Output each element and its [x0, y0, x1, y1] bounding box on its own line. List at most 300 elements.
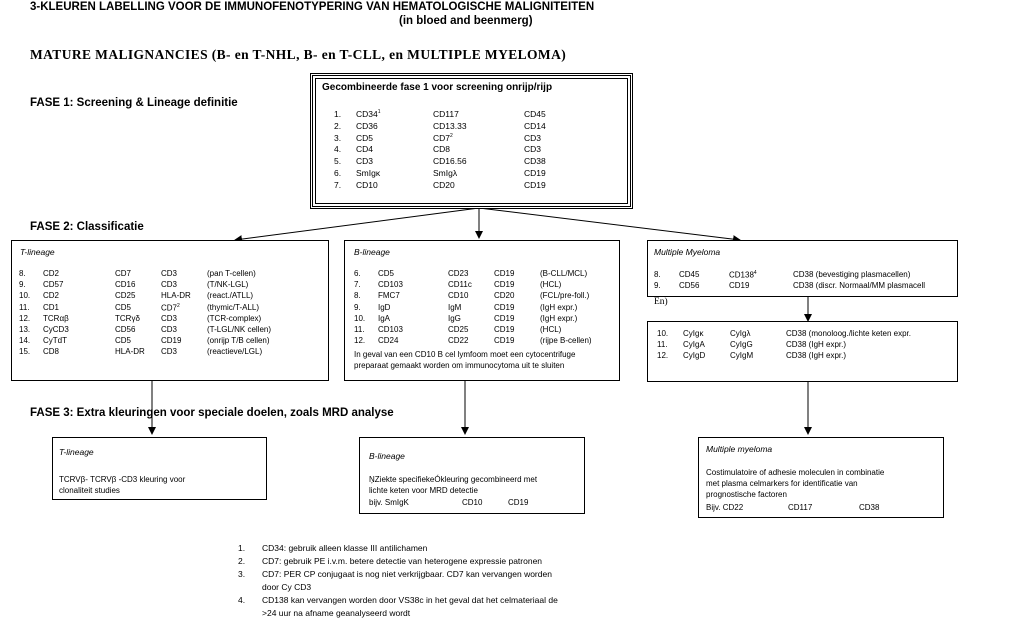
t-lineage-row-b-text: CD25: [115, 291, 136, 301]
mm-row-b-b-text: CyIgG: [730, 340, 753, 350]
t-lineage-row-n: [19, 347, 30, 356]
b-lineage-row-b: [448, 325, 468, 334]
footnote-item: [238, 568, 698, 581]
fase1-row-n: [334, 168, 341, 178]
mm-row-b-a: [683, 329, 703, 338]
mm-row-a: [654, 270, 954, 281]
t-lineage-row-d-text: (reactieve/LGL): [207, 347, 263, 357]
fase3-t-lineage-box: [52, 437, 267, 500]
fase1-row: [334, 168, 624, 180]
fase1-row: [334, 121, 624, 133]
fase1-row-b-text: CD13.33: [433, 120, 467, 131]
b-lineage-row-a-text: FMC7: [378, 291, 400, 301]
fase1-row-a-text: CD36: [356, 120, 378, 131]
fase3-label: FASE 3: Extra kleuringen voor speciale doelen, zoals MRD analyse: [30, 407, 394, 419]
mm-row-a-b: [729, 270, 757, 280]
b-lineage-row-c: [494, 336, 514, 345]
b-lineage-row-d: [540, 336, 592, 345]
mm-row-a-n-text: 8.: [654, 270, 661, 279]
t-lineage-row-d: [207, 325, 271, 334]
b-lineage-row-c-text: CD19: [494, 302, 515, 312]
t-lineage-row: [19, 347, 324, 358]
t-lineage-row: [19, 303, 324, 314]
fase2-mm-box-a: [647, 240, 958, 297]
t-lineage-row-c: [161, 291, 191, 300]
footnote-text: CD7: PER CP conjugaat is nog niet verkrijgbaar. CD7 kan vervangen worden: [262, 569, 552, 579]
fase2-b-note-1: In geval van een CD10 B cel lymfoom moet een cytocentrifuge: [354, 350, 576, 359]
b-lineage-row-a-text: CD5: [378, 269, 395, 278]
footnote-text: CD34: gebruik alleen klasse III antilichamen: [262, 543, 428, 553]
t-lineage-row-a: [43, 291, 59, 300]
t-lineage-row-c: [161, 303, 180, 313]
fase2-mm-rows-a: [654, 270, 954, 292]
fase2-mm-box-b: [647, 321, 958, 382]
b-lineage-row-b: [448, 303, 461, 312]
b-lineage-row-a-text: IgA: [378, 313, 391, 323]
fase1-row-n-text: 2.: [334, 120, 342, 131]
b-lineage-row-d-text: (FCL/pre-foll.): [540, 291, 590, 301]
t-lineage-row-c-text: CD3: [161, 324, 178, 334]
arrow-fase1-to-t: [235, 208, 479, 240]
t-lineage-row-b: [115, 280, 135, 289]
b-lineage-row-a-text: IgD: [378, 302, 391, 312]
fase1-row-c-text: CD14: [524, 120, 546, 131]
t-lineage-row: [19, 336, 324, 347]
fase1-row-b: [433, 121, 467, 131]
fase1-row-n: [334, 133, 341, 143]
t-lineage-row-n: [19, 280, 26, 289]
t-lineage-row-b-text: CD5: [115, 336, 132, 346]
fase1-row-n-text: 4.: [334, 144, 342, 155]
fase1-row: [334, 144, 624, 156]
footnote-item: [238, 594, 698, 607]
t-lineage-row-d: [207, 347, 262, 356]
fase1-row-a-text: CD4: [356, 144, 374, 155]
fase3-mm-line-1: Costimulatoire of adhesie moleculen in combinatie: [706, 468, 885, 477]
t-lineage-row-c-text: CD3: [161, 280, 178, 290]
t-lineage-row-c-text: CD3: [161, 313, 178, 323]
b-lineage-row-n: [354, 291, 361, 300]
fase1-row-b: [433, 156, 467, 166]
b-lineage-row-n-text: 9.: [354, 302, 361, 312]
t-lineage-row-a: [43, 336, 67, 345]
t-lineage-row-c: [161, 347, 177, 356]
fase1-row-c: [524, 109, 546, 119]
mm-row-b-b: [730, 329, 750, 338]
b-lineage-row-b-text: CD23: [448, 269, 469, 278]
t-lineage-row-n: [19, 303, 30, 312]
t-lineage-row-a-text: TCRαβ: [43, 313, 69, 323]
fase1-row-a-footnote-ref: 1: [377, 109, 381, 116]
t-lineage-row-a-text: CD2: [43, 269, 60, 278]
t-lineage-row-b: [115, 336, 131, 345]
document-title: 3-KLEUREN LABELLING VOOR DE IMMUNOFENOTYPERING VAN HEMATOLOGISCHE MALIGNITEITEN: [30, 1, 595, 13]
mm-row-a-a-text: CD56: [679, 281, 700, 291]
b-lineage-row-n: [354, 336, 365, 345]
b-lineage-row-n-text: 10.: [354, 313, 366, 323]
t-lineage-row-d: [207, 291, 253, 300]
fase2-mm-title: Multiple Myeloma: [654, 247, 721, 257]
fase3-mm-line-4c: CD38: [859, 503, 880, 512]
b-lineage-row-a-text: CD24: [378, 336, 399, 346]
fase2-mm-rows-b: [657, 329, 955, 363]
fase3-t-line-1: TCRVβ- TCRVβ -CD3 kleuring voor: [59, 475, 186, 484]
document-title-sub: (in bloed and beenmerg): [399, 15, 533, 27]
mm-row-a: [654, 281, 954, 292]
fase3-b-line-1: ŅZiekte specifiekeÓkleuring gecombineerd met: [369, 475, 538, 484]
fase3-b-line-3a: bijv. SmIgK: [369, 498, 409, 507]
t-lineage-row: [19, 325, 324, 336]
t-lineage-row-n-text: 11.: [19, 302, 30, 312]
fase1-row-n-text: 5.: [334, 156, 342, 167]
b-lineage-row: [354, 280, 616, 291]
t-lineage-row-a: [43, 347, 59, 356]
t-lineage-row-d: [207, 314, 261, 323]
t-lineage-row-d-text: (T-LGL/NK cellen): [207, 324, 272, 334]
t-lineage-row-d: [207, 303, 259, 312]
t-lineage-row-b-text: CD5: [115, 302, 132, 312]
t-lineage-row-n-text: 12.: [19, 313, 31, 323]
fase1-row-c-text: CD19: [524, 167, 546, 178]
t-lineage-row-a-text: CD8: [43, 347, 60, 357]
b-lineage-row-d-text: (IgH expr.): [540, 302, 578, 312]
t-lineage-row-b-text: TCRγδ: [115, 313, 140, 323]
t-lineage-row-a: [43, 269, 59, 278]
fase1-row-a: [356, 109, 381, 119]
t-lineage-row-c-text: CD3: [161, 269, 178, 278]
t-lineage-row-a: [43, 303, 59, 312]
b-lineage-row-n-text: 7.: [354, 280, 361, 290]
b-lineage-row-b-text: IgG: [448, 313, 461, 323]
fase3-mm-box: [698, 437, 944, 518]
mm-row-b: [657, 340, 955, 351]
footnote-number: 4.: [238, 595, 246, 605]
footnote-text: CD7: gebruik PE i.v.m. betere detectie van heterogene expressie patronen: [262, 556, 543, 566]
t-lineage-row-n-text: 10.: [19, 291, 31, 301]
fase1-row-b: [433, 109, 459, 119]
mm-row-b: [657, 351, 955, 362]
t-lineage-row-b: [115, 347, 145, 356]
mm-row-b-a: [683, 351, 705, 360]
t-lineage-row-d: [207, 280, 248, 289]
fase2-mm-overflow-text: En): [654, 297, 668, 307]
b-lineage-row-d-text: (IgH expr.): [540, 313, 578, 323]
t-lineage-row-a: [43, 314, 69, 323]
fase1-row-n-text: 3.: [334, 132, 342, 143]
t-lineage-row-a: [43, 325, 69, 334]
b-lineage-row-b-text: IgM: [448, 302, 462, 312]
mm-row-b-c: [786, 351, 846, 360]
b-lineage-row-b-text: CD25: [448, 324, 469, 334]
mm-row-a-n-text: 9.: [654, 281, 661, 291]
b-lineage-row: [354, 325, 616, 336]
t-lineage-row-b-text: CD56: [115, 324, 136, 334]
b-lineage-row-c: [494, 314, 514, 323]
t-lineage-row-n: [19, 314, 30, 323]
b-lineage-row-n: [354, 314, 365, 323]
fase1-label: FASE 1: Screening & Lineage definitie: [30, 97, 238, 109]
t-lineage-row-a-text: CD57: [43, 280, 64, 290]
fase3-t-line-2: clonaliteit studies: [59, 486, 120, 495]
t-lineage-row-a-text: CD2: [43, 291, 60, 301]
t-lineage-row-n-text: 8.: [19, 269, 26, 278]
b-lineage-row-d: [540, 314, 577, 323]
fase3-b-lineage-title: B-lineage: [369, 451, 405, 461]
t-lineage-row-d: [207, 269, 256, 278]
b-lineage-row-b: [448, 280, 472, 289]
b-lineage-row-a: [378, 280, 403, 289]
b-lineage-row-c-text: CD19: [494, 269, 515, 278]
t-lineage-row-c: [161, 280, 177, 289]
mm-row-a-a-text: CD45: [679, 270, 700, 279]
t-lineage-row-c-text: CD3: [161, 347, 178, 357]
t-lineage-row-a: [43, 280, 63, 289]
fase1-row-b: [433, 180, 455, 190]
mm-row-a-c-text: CD38 (bevestiging plasmacellen): [793, 270, 911, 279]
b-lineage-row: [354, 336, 616, 347]
t-lineage-row-c-text: CD7: [161, 303, 178, 313]
fase1-row-c: [524, 121, 546, 131]
footnote-number: 3.: [238, 569, 246, 579]
fase1-row-c: [524, 180, 546, 190]
fase2-b-rows: [354, 269, 616, 347]
b-lineage-row-a: [378, 325, 403, 334]
b-lineage-row-c: [494, 291, 514, 300]
b-lineage-row-c-text: CD19: [494, 336, 515, 346]
b-lineage-row-d: [540, 280, 561, 289]
mm-row-a-b-footnote-ref: 4: [753, 270, 757, 276]
mm-row-a-n: [654, 270, 661, 279]
t-lineage-row-d-text: (react./ATLL): [207, 291, 254, 301]
fase1-row-a-text: SmIgκ: [356, 167, 381, 178]
b-lineage-row-d-text: (HCL): [540, 324, 562, 334]
fase1-row: [334, 109, 624, 121]
t-lineage-row-a-text: CD1: [43, 302, 60, 312]
mm-row-a-b-text: CD19: [729, 281, 750, 291]
b-lineage-row-b-text: CD10: [448, 291, 469, 301]
mm-row-a-n: [654, 281, 661, 290]
fase1-row: [334, 133, 624, 145]
mm-row-b-n-text: 11.: [657, 340, 668, 350]
t-lineage-row-d-text: (T/NK-LGL): [207, 280, 249, 290]
footnote-item: [238, 581, 698, 594]
fase3-mm-line-3: prognostische factoren: [706, 490, 787, 499]
fase1-row-a: [356, 144, 373, 154]
b-lineage-row-d: [540, 269, 587, 278]
fase1-row-n-text: 6.: [334, 167, 342, 178]
b-lineage-row-n-text: 6.: [354, 269, 361, 278]
fase1-row: [334, 156, 624, 168]
section-subtitle: MATURE MALIGNANCIES (B- en T-NHL, B- en T-CLL, en MULTIPLE MYELOMA): [30, 47, 567, 62]
t-lineage-row-c: [161, 325, 177, 334]
t-lineage-row-a-text: CyCD3: [43, 324, 69, 334]
fase1-row-c: [524, 144, 541, 154]
fase1-row-b: [433, 168, 457, 178]
b-lineage-row-b-text: CD11c: [448, 280, 472, 290]
fase1-row-n: [334, 180, 341, 190]
mm-row-b-c: [786, 329, 911, 338]
fase1-row-n: [334, 109, 341, 119]
b-lineage-row-a: [378, 336, 398, 345]
mm-row-b-a: [683, 340, 705, 349]
b-lineage-row-b-text: CD22: [448, 336, 469, 346]
b-lineage-row-c: [494, 280, 514, 289]
b-lineage-row-d: [540, 303, 577, 312]
mm-row-b-b-text: CyIgλ: [730, 329, 751, 338]
mm-row-b-c-text: CD38 (monoloog./lichte keten expr.: [786, 329, 911, 338]
b-lineage-row: [354, 314, 616, 325]
mm-row-b-b-text: CyIgM: [730, 351, 754, 361]
fase2-t-lineage-title: T-lineage: [20, 247, 55, 257]
fase3-b-line-3b: CD10: [462, 498, 483, 507]
t-lineage-row-n-text: 15.: [19, 347, 31, 357]
t-lineage-row-d-text: (pan T-cellen): [207, 269, 256, 278]
t-lineage-row: [19, 280, 324, 291]
mm-row-a-c-text: CD38 (discr. Normaal/MM plasmacell: [793, 281, 926, 291]
mm-row-b-b: [730, 351, 753, 360]
fase1-row-a: [356, 180, 378, 190]
mm-row-b-c-text: CD38 (IgH expr.): [786, 340, 847, 350]
t-lineage-row-n: [19, 291, 30, 300]
footnote-item: [238, 542, 698, 555]
mm-row-b-a-text: CyIgA: [683, 340, 705, 350]
t-lineage-row-a-text: CyTdT: [43, 336, 67, 346]
t-lineage-row-c-footnote-ref: 2: [177, 302, 180, 309]
t-lineage-row: [19, 269, 324, 280]
t-lineage-row-c-text: HLA-DR: [161, 291, 191, 301]
t-lineage-row-c: [161, 336, 181, 345]
footnote-item: [238, 555, 698, 568]
fase1-row-n: [334, 156, 341, 166]
b-lineage-row-d: [540, 291, 589, 300]
fase2-b-note-2: preparaat gemaakt worden om immunocytoma uit te sluiten: [354, 361, 565, 370]
fase1-row-a-text: CD5: [356, 132, 374, 143]
t-lineage-row-b: [115, 314, 140, 323]
t-lineage-row-n: [19, 269, 26, 278]
mm-row-b-a-text: CyIgκ: [683, 329, 704, 338]
fase3-b-line-3c: CD19: [508, 498, 529, 507]
t-lineage-row-b: [115, 291, 135, 300]
fase3-mm-line-2: met plasma celmarkers for identificatie van: [706, 479, 858, 488]
b-lineage-row-c-text: CD19: [494, 280, 515, 290]
fase1-row-b-text: CD16.56: [433, 156, 467, 167]
b-lineage-row-a-text: CD103: [378, 280, 403, 290]
b-lineage-row-a-text: CD103: [378, 324, 403, 334]
t-lineage-row-n: [19, 336, 30, 345]
mm-row-a-b: [729, 281, 749, 290]
fase3-mm-line-4a: Bijv. CD22: [706, 503, 744, 512]
b-lineage-row: [354, 303, 616, 314]
t-lineage-row-d-text: (TCR-complex): [207, 313, 262, 323]
mm-row-b-n: [657, 351, 668, 360]
b-lineage-row-a: [378, 291, 400, 300]
fase1-rows: [334, 109, 624, 192]
t-lineage-row-b: [115, 325, 135, 334]
footnote-text: >24 uur na afname geanalyseerd wordt: [262, 608, 411, 618]
mm-row-b-n-text: 12.: [657, 351, 669, 361]
fase1-row-a: [356, 156, 373, 166]
fase1-row-c: [524, 168, 546, 178]
b-lineage-row: [354, 291, 616, 302]
fase3-b-line-2: lichte keten voor MRD detectie: [369, 486, 478, 495]
b-lineage-row-b: [448, 336, 468, 345]
fase2-label: FASE 2: Classificatie: [30, 221, 144, 233]
fase3-mm-line-4b: CD117: [788, 503, 813, 512]
b-lineage-row-a: [378, 314, 390, 323]
fase2-b-lineage-box: [344, 240, 620, 381]
t-lineage-row-b: [115, 269, 131, 278]
fase1-row: [334, 180, 624, 192]
b-lineage-row-n-text: 12.: [354, 336, 366, 346]
footnotes: [238, 542, 698, 620]
t-lineage-row-c-text: CD19: [161, 336, 182, 346]
fase1-row-c-text: CD3: [524, 132, 542, 143]
b-lineage-row-d-text: (B-CLL/MCL): [540, 269, 588, 278]
fase1-row-b-text: SmIgλ: [433, 167, 458, 178]
footnote-text: door Cy CD3: [262, 582, 312, 592]
footnote-number: 2.: [238, 556, 246, 566]
fase3-mm-title: Multiple myeloma: [706, 444, 773, 454]
t-lineage-row-b-text: HLA-DR: [115, 347, 145, 357]
fase1-row-c-text: CD45: [524, 109, 546, 119]
b-lineage-row-n-text: 11.: [354, 324, 365, 334]
mm-row-b-n-text: 10.: [657, 329, 669, 338]
t-lineage-row-c: [161, 314, 177, 323]
fase3-b-lineage-box: [359, 437, 585, 514]
t-lineage-row: [19, 291, 324, 302]
fase1-row-b-text: CD117: [433, 109, 459, 119]
mm-row-b-n: [657, 340, 668, 349]
arrow-fase1-to-mm: [479, 208, 740, 240]
t-lineage-row-n-text: 9.: [19, 280, 26, 290]
fase1-row-b: [433, 133, 453, 143]
b-lineage-row-n: [354, 325, 365, 334]
fase1-box: [310, 73, 633, 209]
fase1-row-c-text: CD38: [524, 156, 546, 167]
mm-row-a-a: [679, 270, 699, 279]
fase1-row-c: [524, 133, 541, 143]
footnote-number: 1.: [238, 543, 246, 553]
fase1-row-a-text: CD10: [356, 179, 378, 190]
t-lineage-row-n-text: 14.: [19, 336, 31, 346]
fase3-t-lineage-title: T-lineage: [59, 447, 94, 457]
fase2-t-lineage-box: [11, 240, 329, 381]
fase1-row-b-footnote-ref: 2: [450, 132, 453, 139]
t-lineage-row-d-text: (thymic/T-ALL): [207, 302, 260, 312]
b-lineage-row-c-text: CD19: [494, 313, 515, 323]
fase1-row-c: [524, 156, 546, 166]
fase1-row-a-text: CD3: [356, 156, 374, 167]
b-lineage-row-a: [378, 269, 394, 278]
mm-row-a-b-text: CD138: [729, 270, 754, 280]
fase1-row-a: [356, 168, 380, 178]
fase2-t-rows: [19, 269, 324, 359]
t-lineage-row-d-text: (onrijp T/B cellen): [207, 336, 270, 346]
b-lineage-row-c: [494, 303, 514, 312]
b-lineage-row: [354, 269, 616, 280]
b-lineage-row-n-text: 8.: [354, 291, 361, 301]
fase1-row-b-text: CD7: [433, 132, 451, 143]
mm-row-b-c: [786, 340, 846, 349]
b-lineage-row-d-text: (HCL): [540, 280, 562, 290]
b-lineage-row-n: [354, 269, 361, 278]
mm-row-b-b: [730, 340, 753, 349]
fase1-row-b: [433, 144, 450, 154]
t-lineage-row-b-text: CD7: [115, 269, 132, 278]
mm-row-b: [657, 329, 955, 340]
b-lineage-row-a: [378, 303, 390, 312]
b-lineage-row-b: [448, 291, 468, 300]
